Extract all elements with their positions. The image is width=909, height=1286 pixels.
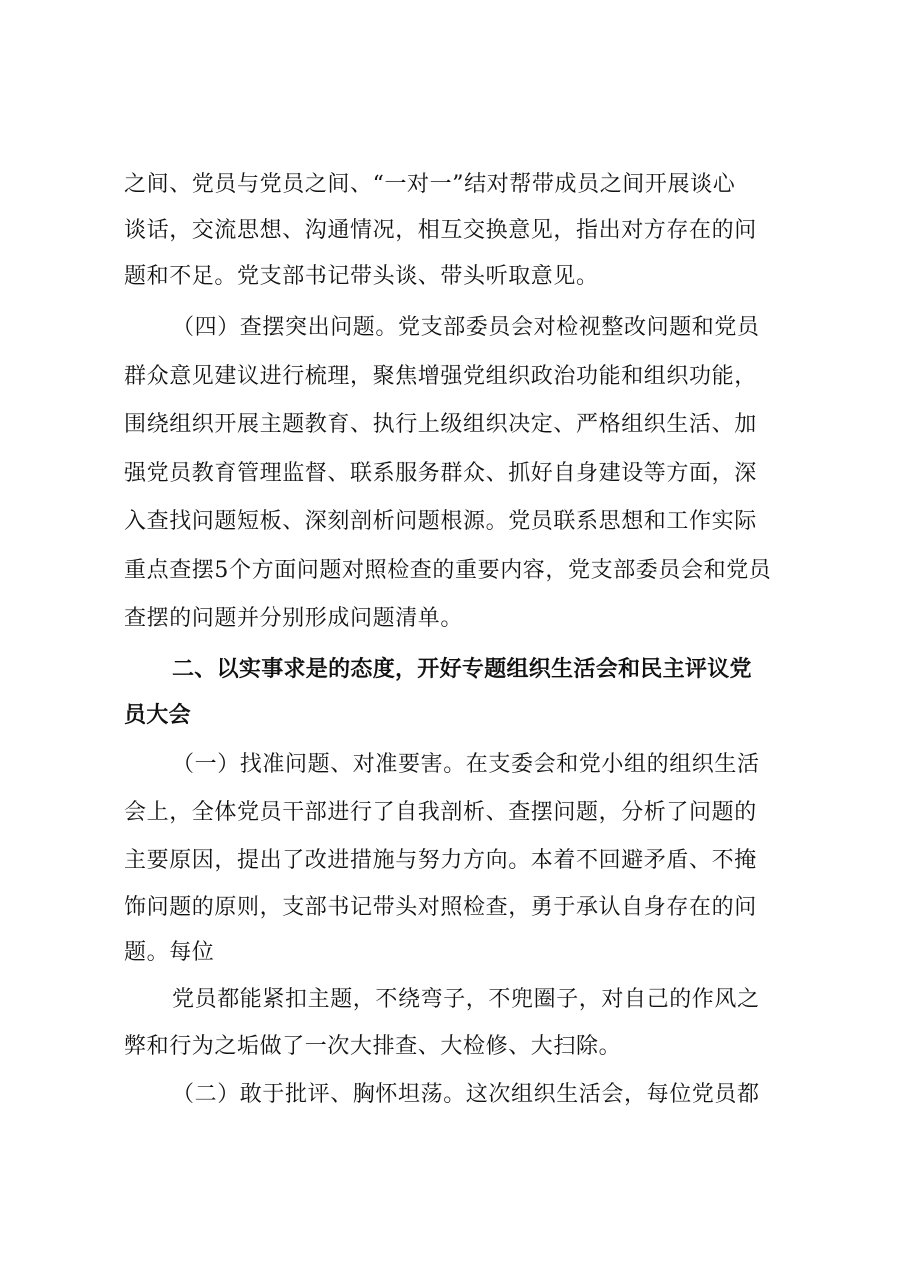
paragraph-line: 入查找问题短板、深刻剖析问题根源。党员联系思想和工作实际 (124, 509, 757, 534)
paragraph-line: 弊和行为之垢做了一次大排查、大检修、大扫除。 (124, 1034, 622, 1059)
paragraph-line: 重点查摆5个方面问题对照检查的重要内容，党支部委员会和党员 (124, 558, 772, 583)
paragraph-line: 党员都能紧扣主题，不绕弯子，不兜圈子，对自己的作风之 (172, 987, 760, 1012)
paragraph-line: 题和不足。党支部书记带头谈、带头听取意见。 (124, 264, 599, 289)
paragraph-line: （四）查摆突出问题。党支部委员会对检视整改问题和党员 (172, 315, 760, 340)
section-heading: 员大会 (124, 703, 191, 728)
paragraph-line: 饰问题的原则，支部书记带头对照检查，勇于承认自身存在的问 (124, 895, 757, 920)
section-heading: 二、以实事求是的态度，开好专题组织生活会和民主评议党 (172, 657, 752, 682)
paragraph-line: 会上，全体党员干部进行了自我剖析、查摆问题，分析了问题的 (124, 800, 757, 825)
paragraph-line: 围绕组织开展主题教育、执行上级组织决定、严格组织生活、加 (124, 412, 757, 437)
paragraph-line: 谈话，交流思想、沟通情况，相互交换意见，指出对方存在的问 (124, 218, 757, 243)
paragraph-line: 群众意见建议进行梳理，聚焦增强党组织政治功能和组织功能， (124, 364, 757, 389)
paragraph-line: （一）找准问题、对准要害。在支委会和党小组的组织生活 (172, 752, 760, 777)
paragraph-line: 主要原因，提出了改进措施与努力方向。本着不回避矛盾、不掩 (124, 848, 757, 873)
paragraph-line: 题。每位 (124, 940, 215, 965)
paragraph-line: 之间、党员与党员之间、“一对一”结对帮带成员之间开展谈心 (124, 172, 736, 197)
paragraph-line: 强党员教育管理监督、联系服务群众、抓好自身建设等方面，深 (124, 461, 757, 486)
paragraph-line: 查摆的问题并分别形成问题清单。 (124, 606, 464, 631)
paragraph-line: （二）敢于批评、胸怀坦荡。这次组织生活会，每位党员都 (172, 1082, 760, 1107)
